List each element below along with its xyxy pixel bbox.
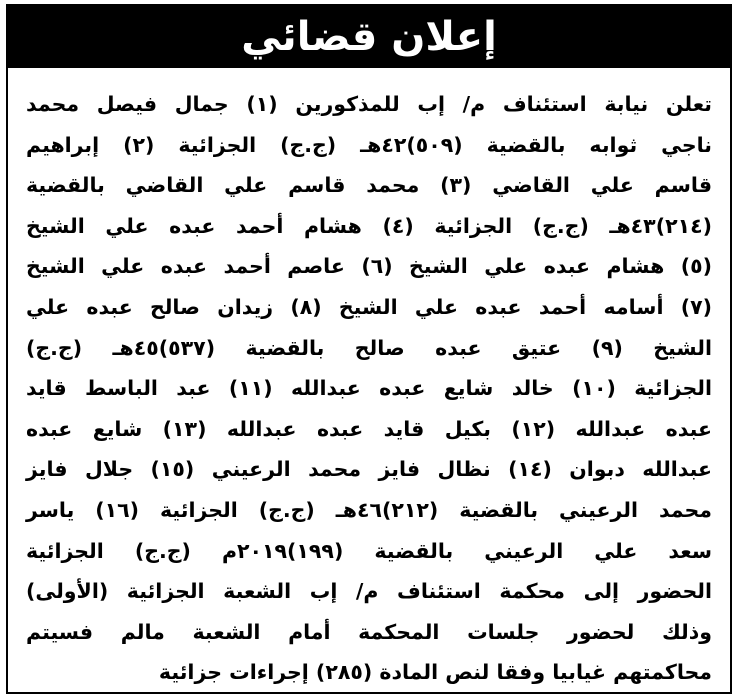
notice-line: (٧) أسامه أحمد عبده علي الشيخ (٨) زيدان صالح عبده علي xyxy=(26,294,713,319)
notice-line: وذلك لحضور جلسات المحكمة أمام الشعبة مالم فسيتم xyxy=(26,619,712,644)
notice-line: قاسم علي القاضي (٣) محمد قاسم علي القاضي بالقضية xyxy=(26,173,712,198)
notice-line: الحضور إلى محكمة استئناف م/ إب الشعبة الجزائية (الأولى) xyxy=(26,579,712,604)
judicial-notice xyxy=(6,4,732,694)
notice-line: محاكمتهم غيابيا وفقا لنص المادة (٢٨٥) إجراءات جزائية xyxy=(158,660,712,685)
notice-line: الجزائية (١٠) خالد شايع عبده عبدالله (١١) عبد الباسط قايد xyxy=(26,376,712,401)
notice-body xyxy=(26,84,712,693)
notice-line: سعد علي الرعيني بالقضية (١٩٩)٢٠١٩م (ج.ج) الجزائية xyxy=(26,538,712,563)
notice-line: محمد الرعيني بالقضية (٢١٢)٤٦هـ (ج.ج) الجزائية (١٦) ياسر xyxy=(26,497,712,522)
notice-line: (٥) هشام عبده علي الشيخ (٦) عاصم أحمد عبده علي الشيخ xyxy=(26,254,712,279)
notice-header xyxy=(8,6,730,68)
notice-line: عبده عبدالله (١٢) بكيل قايد عبده عبدالله (١٣) شايع عبده xyxy=(26,416,713,441)
notice-line: الشيخ (٩) عتيق عبده صالح بالقضية (٥٣٧)٤٥هـ (ج.ج) xyxy=(26,335,712,360)
notice-line: تعلن نيابة استئناف م/ إب للمذكورين (١) جمال فيصل محمد xyxy=(26,92,712,116)
notice-title: إعلان قضائي xyxy=(241,14,497,60)
notice-line: ناجي ثوابه بالقضية (٥٠٩)٤٢هـ (ج.ج) الجزائية (٢) إبراهيم xyxy=(26,132,713,157)
notice-line: عبدالله دبوان (١٤) نظال فايز محمد الرعيني (١٥) جلال فايز xyxy=(26,457,713,482)
notice-line: (٢١٤)٤٣هـ (ج.ج) الجزائية (٤) هشام أحمد عبده علي الشيخ xyxy=(26,213,712,238)
